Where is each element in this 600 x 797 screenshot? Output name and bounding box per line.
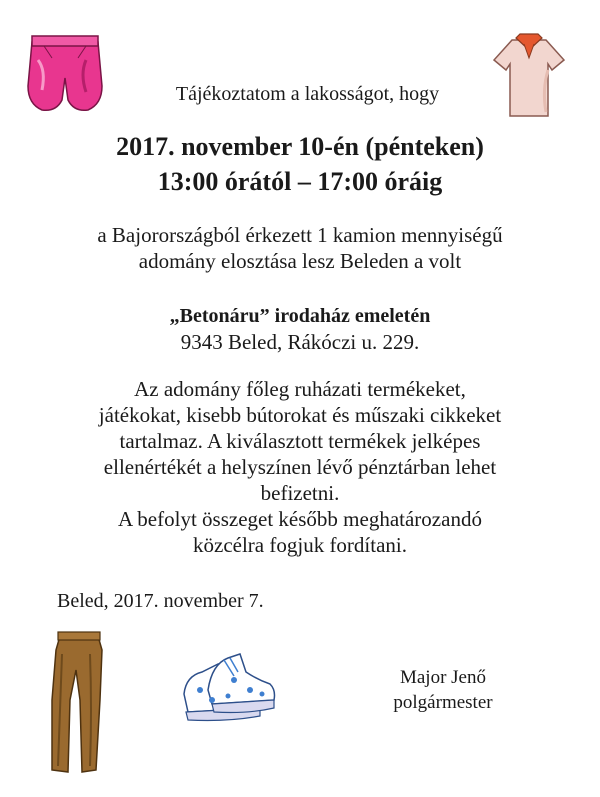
event-time: 13:00 órától – 17:00 óráig: [157, 167, 443, 196]
paragraph-line: A befolyt összeget később meghatározandó: [118, 507, 482, 531]
paragraph-line: Az adomány főleg ruházati termékeket,: [134, 377, 466, 401]
sneakers-icon: [178, 650, 278, 728]
intro-text: Tájékoztatom a lakosságot, hogy: [175, 83, 440, 105]
brown-trousers-icon: [40, 630, 114, 778]
paragraph-line: tartalmaz. A kiválasztott termékek jelképes: [119, 429, 481, 453]
paragraph-line: közcélra fogjuk fordítani.: [193, 533, 407, 557]
polo-shirt-icon: [490, 30, 568, 120]
paragraph-line: adomány elosztása lesz Beleden a volt: [138, 249, 462, 273]
signer-name: Major Jenő: [399, 667, 486, 688]
paragraph-line: a Bajorországból érkezett 1 kamion mennyiségű: [97, 223, 503, 247]
venue-name: „Betonáru” irodaház emeletén: [169, 305, 431, 327]
paragraph-line: befizetni.: [260, 481, 340, 505]
paragraph-line: ellenértékét a helyszínen lévő pénztárban lehet: [103, 455, 497, 479]
paragraph-line: játékokat, kisebb bútorokat és műszaki cikkeket: [98, 403, 502, 427]
signature-block: [368, 665, 518, 715]
venue-address: 9343 Beled, Rákóczi u. 229.: [180, 330, 420, 354]
paragraph-details: [0, 376, 600, 558]
date-and-place: Beled, 2017. november 7.: [57, 590, 264, 612]
paragraph-announcement: [0, 222, 600, 274]
signer-title: polgármester: [393, 692, 493, 713]
event-date: 2017. november 10-én (pénteken): [116, 132, 484, 161]
